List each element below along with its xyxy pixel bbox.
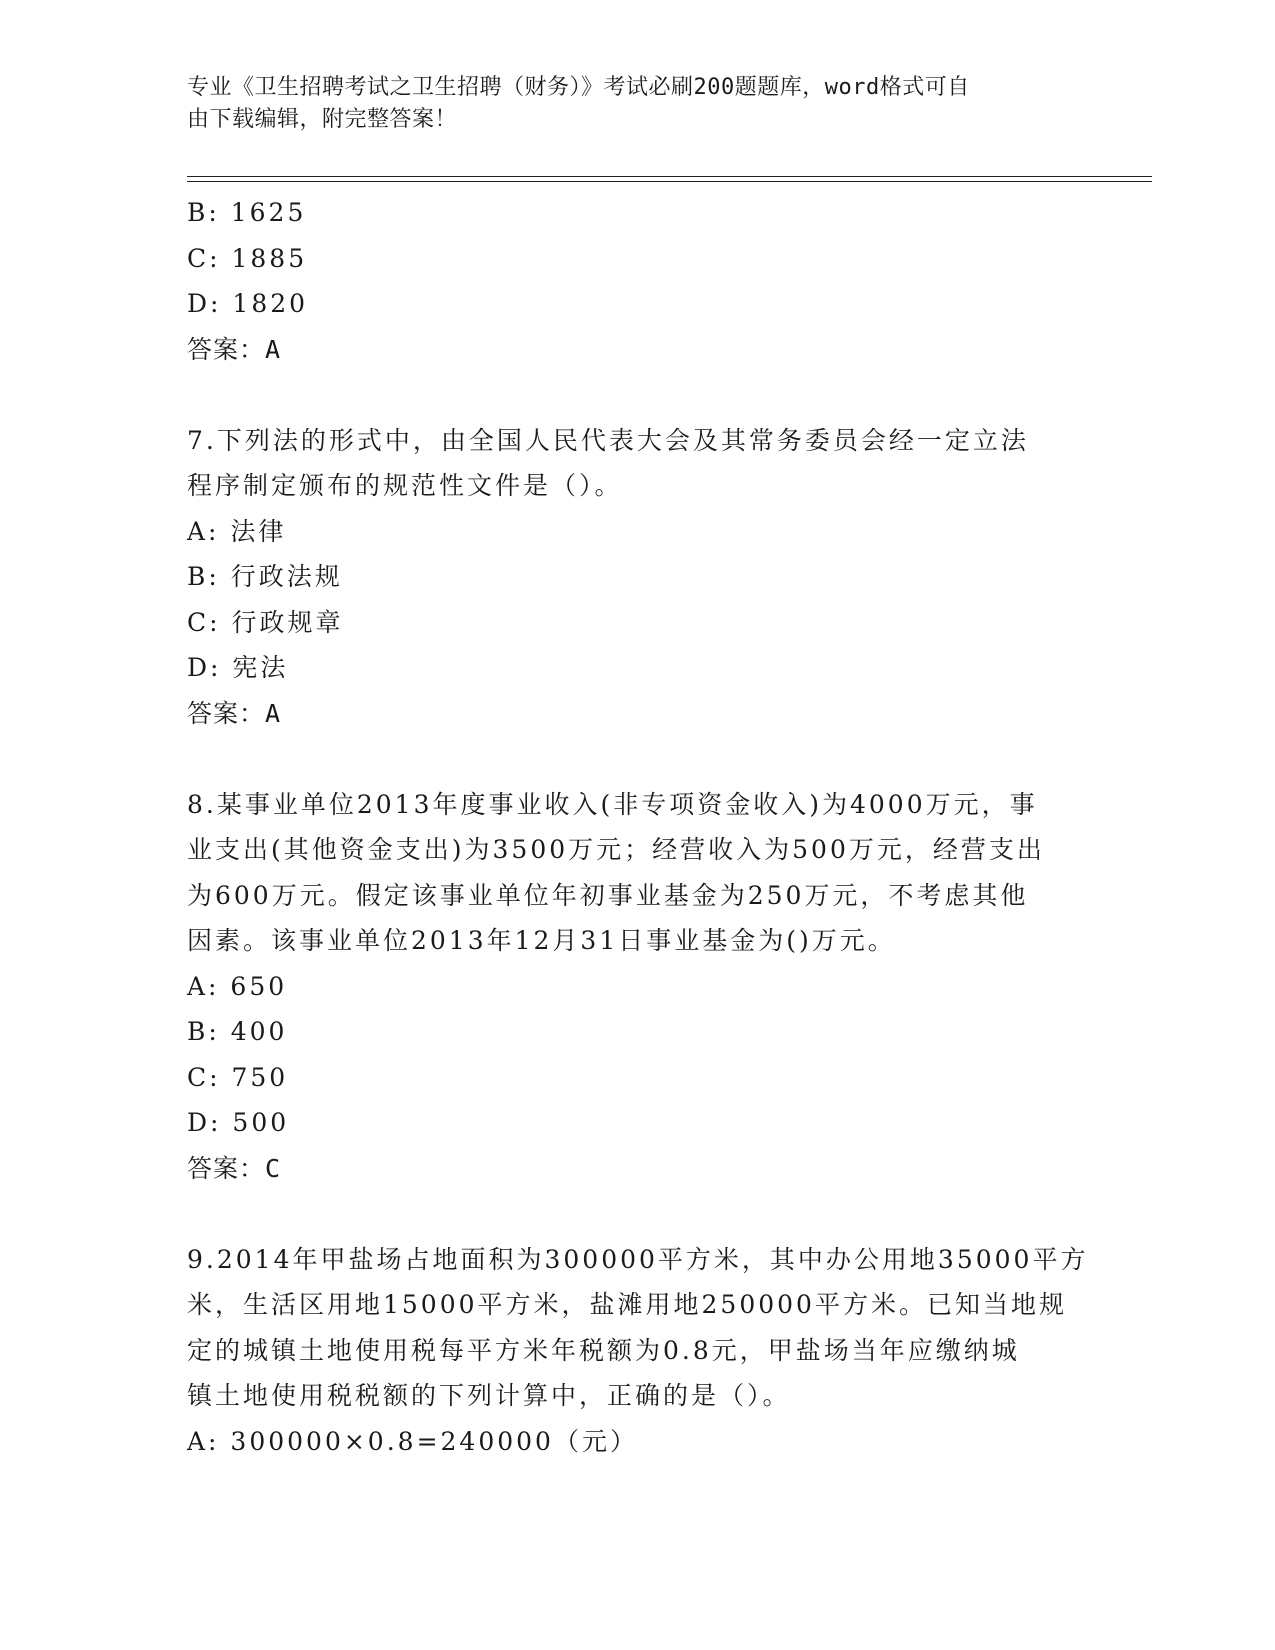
option-c: C: 1885 [187,243,308,273]
answer-line: 答案：C [187,1153,282,1183]
question-8 [187,782,1077,1192]
question-stem: 8.某事业单位2013年度事业收入(非专项资金收入)为4000万元，事 [187,789,1038,819]
option-c: C: 行政规章 [187,607,344,637]
question-stem: 为600万元。假定该事业单位年初事业基金为250万元，不考虑其他 [187,880,1029,910]
question-7 [187,418,1077,737]
option-b: B: 400 [187,1017,288,1046]
question-stem: 镇土地使用税税额的下列计算中，正确的是（）。 [187,1381,791,1410]
question-6-options [187,190,1077,372]
option-b: B: 1625 [187,198,307,227]
document-body [187,190,1089,1464]
question-stem: 7.下列法的形式中，由全国人民代表大会及其常务委员会经一定立法 [187,425,1029,455]
question-stem: 定的城镇土地使用税每平方米年税额为0.8元，甲盐场当年应缴纳城 [187,1335,1020,1365]
option-d: D: 500 [187,1108,290,1137]
question-stem: 业支出(其他资金支出)为3500万元；经营收入为500万元，经营支出 [187,835,1045,864]
header-divider [187,176,1152,182]
question-stem: 程序制定颁布的规范性文件是（）。 [187,471,623,500]
question-stem: 9.2014年甲盐场占地面积为300000平方米，其中办公用地35000平方 [187,1244,1089,1274]
option-a: A: 法律 [187,516,287,546]
spacer [187,736,1077,782]
option-a: A: 650 [187,971,288,1001]
question-stem: 因素。该事业单位2013年12月31日事业基金为()万元。 [187,926,896,955]
document-header [187,72,1067,136]
option-a: A: 300000×0.8=240000（元） [187,1426,638,1456]
question-9 [187,1237,1089,1465]
option-d: D: 1820 [187,289,309,318]
option-d: D: 宪法 [187,653,289,682]
option-b: B: 行政法规 [187,562,343,591]
answer-line: 答案：A [187,698,282,728]
answer-line: 答案：A [187,334,282,364]
header-line-2: 由下载编辑，附完整答案！ [187,107,458,132]
question-stem: 米，生活区用地15000平方米，盐滩用地250000平方米。已知当地规 [187,1290,1067,1319]
spacer [187,372,1077,418]
option-c: C: 750 [187,1062,289,1092]
spacer [187,1191,1077,1237]
header-line-1: 专业《卫生招聘考试之卫生招聘（财务）》考试必刷200题题库，word格式可自 [187,75,970,100]
